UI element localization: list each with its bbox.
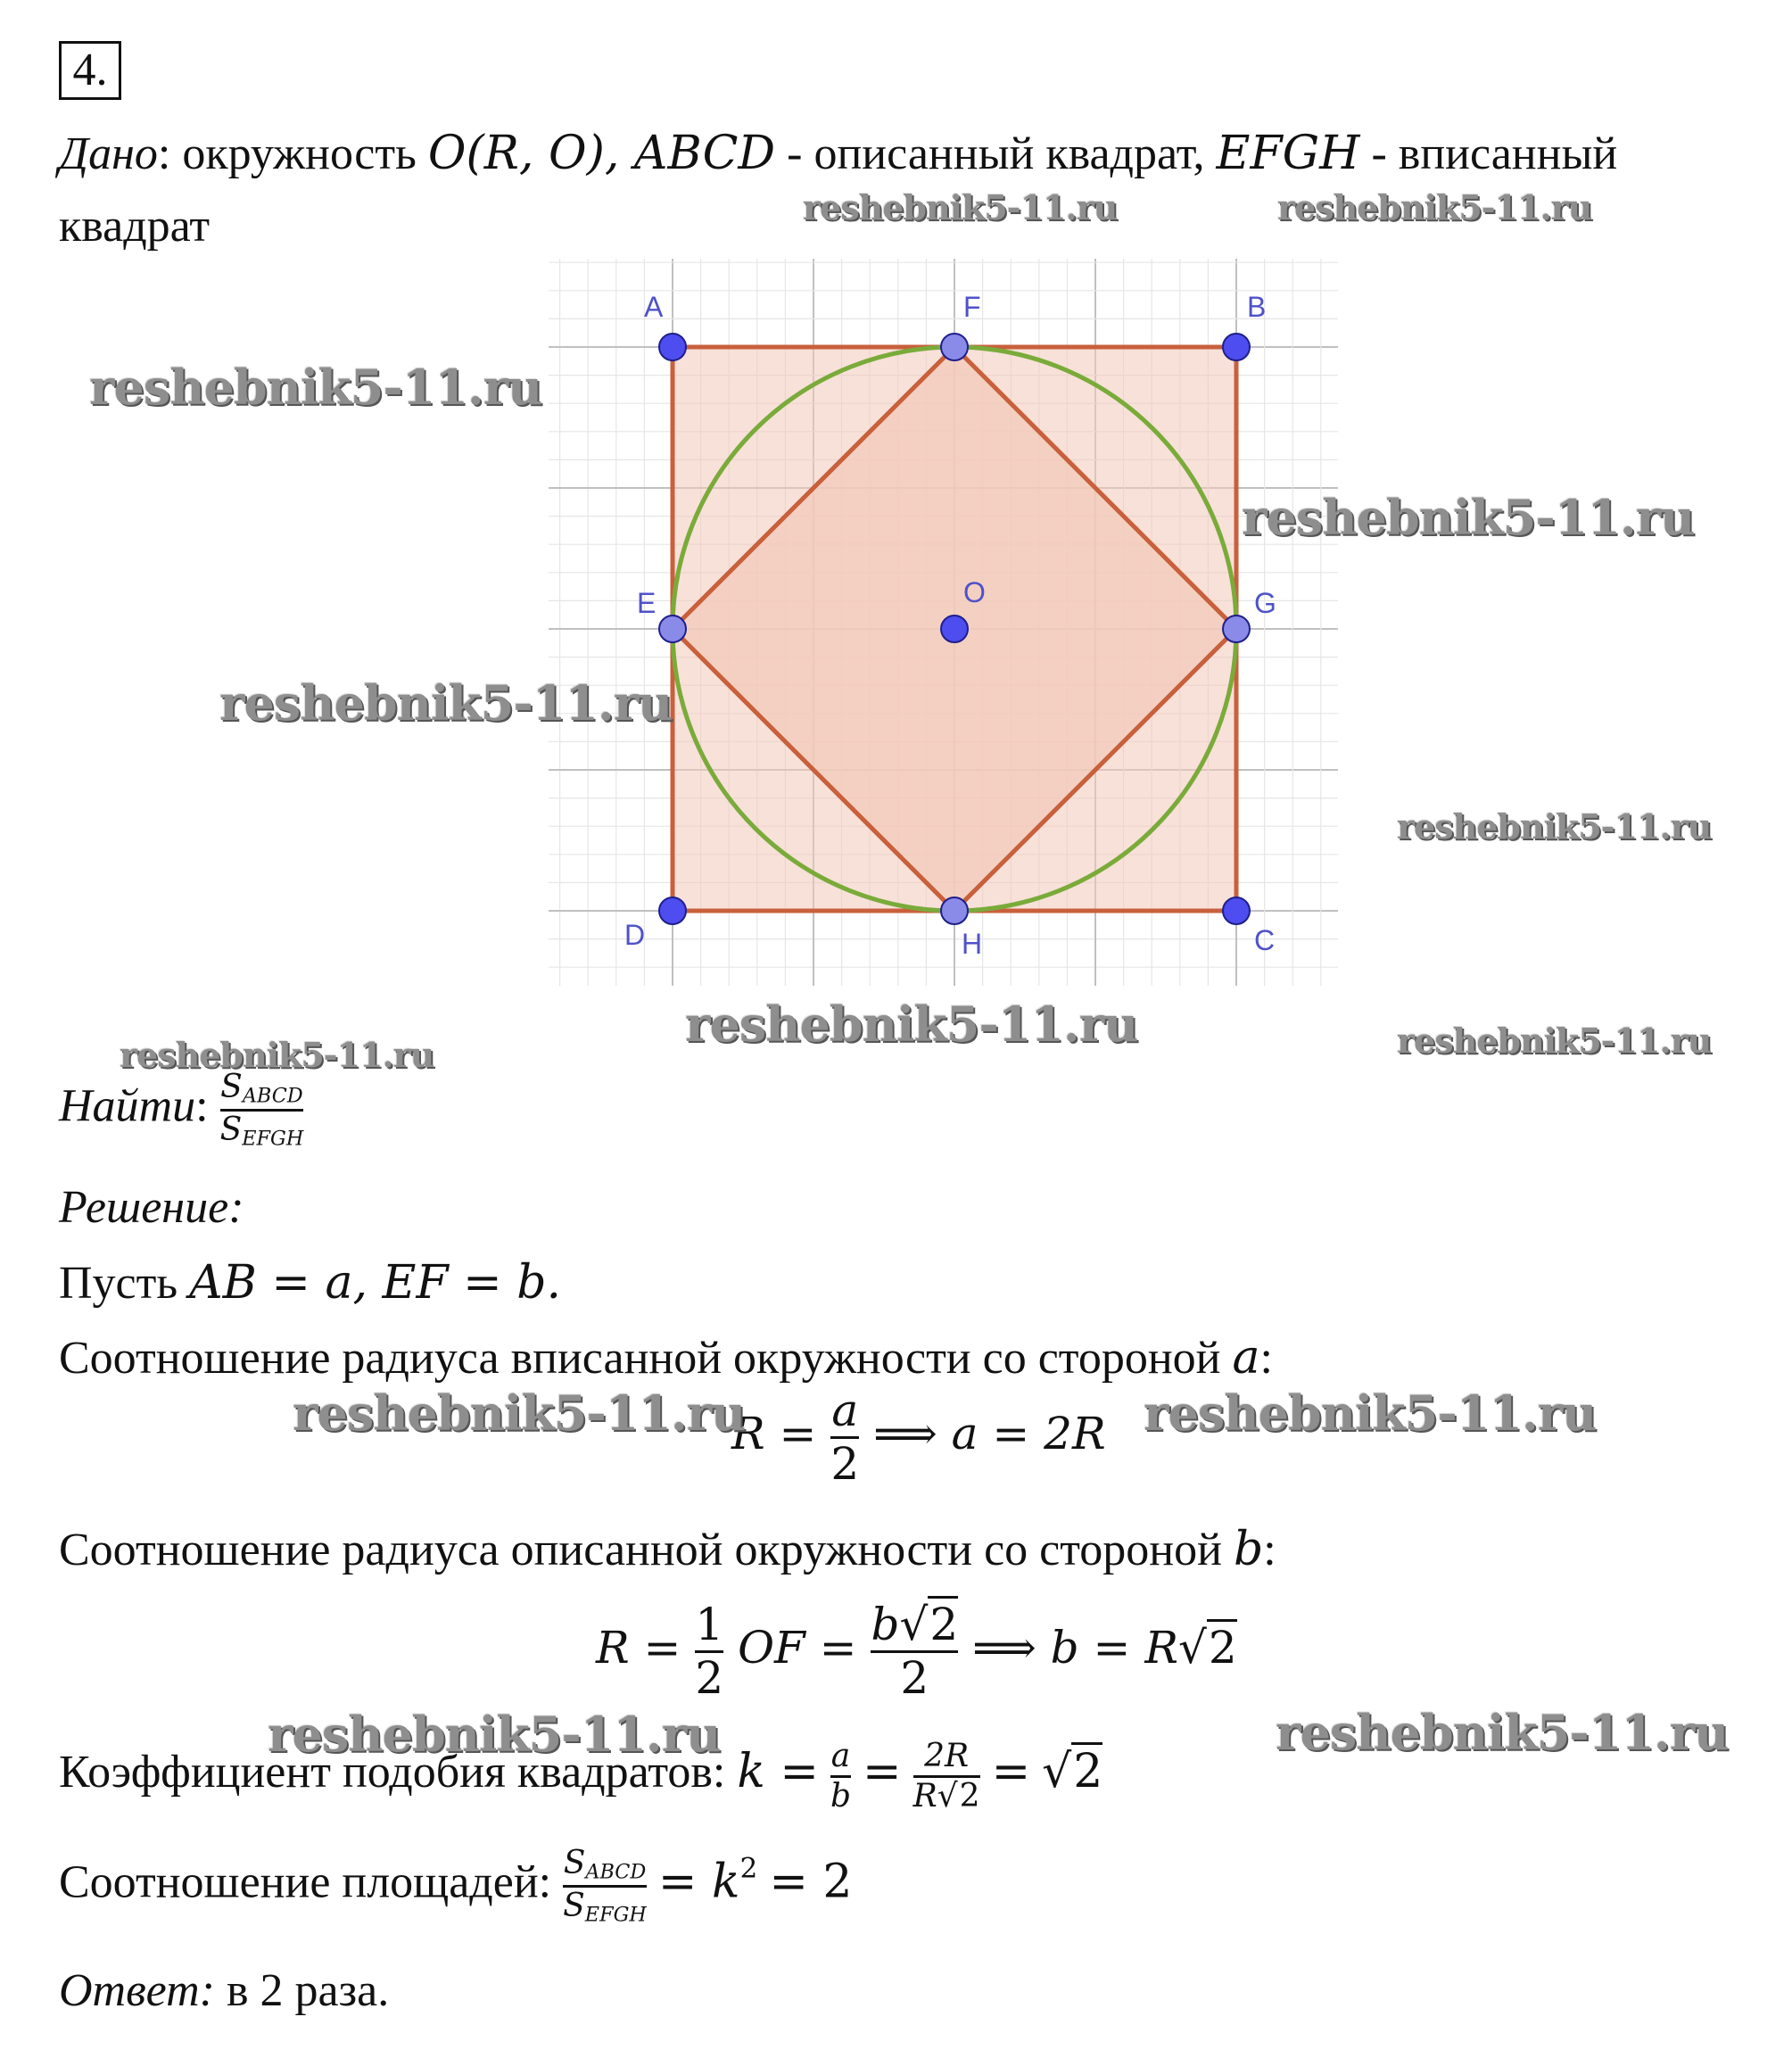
watermark: reshebnik5-11.ru (1397, 1021, 1712, 1061)
formula-1: R = $\frac{a}{2}$ ⟹ a = 2R (731, 1385, 1106, 1490)
given-text-3: - вписанный (1359, 128, 1618, 179)
find-fraction: $\frac{S_{ABCD}}{S_{EFGH}}$ (219, 1069, 304, 1151)
point-c (1223, 897, 1250, 924)
watermark: reshebnik5-11.ru (1242, 489, 1695, 546)
point-h (941, 897, 968, 924)
geometry-figure (535, 259, 1338, 990)
watermark: reshebnik5-11.ru (268, 1706, 721, 1763)
label-h: H (962, 928, 983, 960)
given-math-2: EFGH (1216, 127, 1360, 180)
point-g (1223, 616, 1250, 642)
let-line: Пусть AB = a, EF = b. (59, 1256, 562, 1310)
area-line: Соотношение площадей: $\frac{S_{ABCD}}{S_{EFGH}}$ = $k^2 = 2$ (59, 1845, 853, 1927)
watermark: reshebnik5-11.ru (1397, 806, 1712, 847)
similarity-line: Коэффициент подобия квадратов: k = $\frac{a}{b}$ = $\frac{2R}{R√2}$ = √2 (59, 1738, 1103, 1814)
watermark: reshebnik5-11.ru (685, 996, 1138, 1053)
given-line (59, 125, 1617, 183)
find-line: Найти: $\frac{S_{ABCD}}{S_{EFGH}}$ (59, 1069, 304, 1151)
given-text-2: - описанный квадрат, (775, 128, 1217, 179)
label-c: C (1254, 924, 1276, 956)
find-label: Найти (59, 1080, 196, 1132)
point-a (659, 334, 686, 360)
label-o: O (963, 576, 986, 608)
point-d (659, 897, 686, 924)
point-o (941, 616, 968, 642)
point-e (659, 616, 686, 642)
circumscribed-line: Соотношение радиуса описанной окружности со стороной b: (59, 1523, 1276, 1576)
label-g: G (1254, 587, 1276, 619)
watermark: reshebnik5-11.ru (293, 1385, 746, 1442)
watermark: reshebnik5-11.ru (89, 359, 542, 416)
watermark: reshebnik5-11.ru (1144, 1385, 1597, 1442)
watermark: reshebnik5-11.ru (1276, 1704, 1729, 1761)
given-text-1: : окружность (157, 128, 428, 179)
watermark: reshebnik5-11.ru (120, 1035, 434, 1075)
given-label: Дано (59, 128, 158, 179)
label-e: E (637, 587, 657, 619)
point-f (941, 334, 968, 360)
label-b: B (1247, 291, 1267, 323)
point-b (1223, 334, 1250, 360)
label-d: D (624, 919, 646, 951)
watermark: reshebnik5-11.ru (1277, 187, 1592, 227)
label-f: F (963, 291, 981, 323)
answer-line: Ответ: в 2 раза. (59, 1965, 390, 2016)
problem-number: 4. (59, 41, 121, 100)
watermark: reshebnik5-11.ru (219, 674, 673, 732)
inscribed-line: Соотношение радиуса вписанной окружности со стороной a: (59, 1331, 1273, 1385)
given-line-2: квадрат (59, 201, 211, 252)
watermark: reshebnik5-11.ru (803, 187, 1118, 227)
given-math-1: O(R, O), ABCD (427, 127, 776, 180)
label-a: A (644, 291, 664, 323)
formula-2: R = $\frac{1}{2}$ OF = $\frac{b√2}{2}$ ⟹ b = R√2 (596, 1601, 1237, 1701)
solution-label: Решение: (59, 1182, 244, 1233)
